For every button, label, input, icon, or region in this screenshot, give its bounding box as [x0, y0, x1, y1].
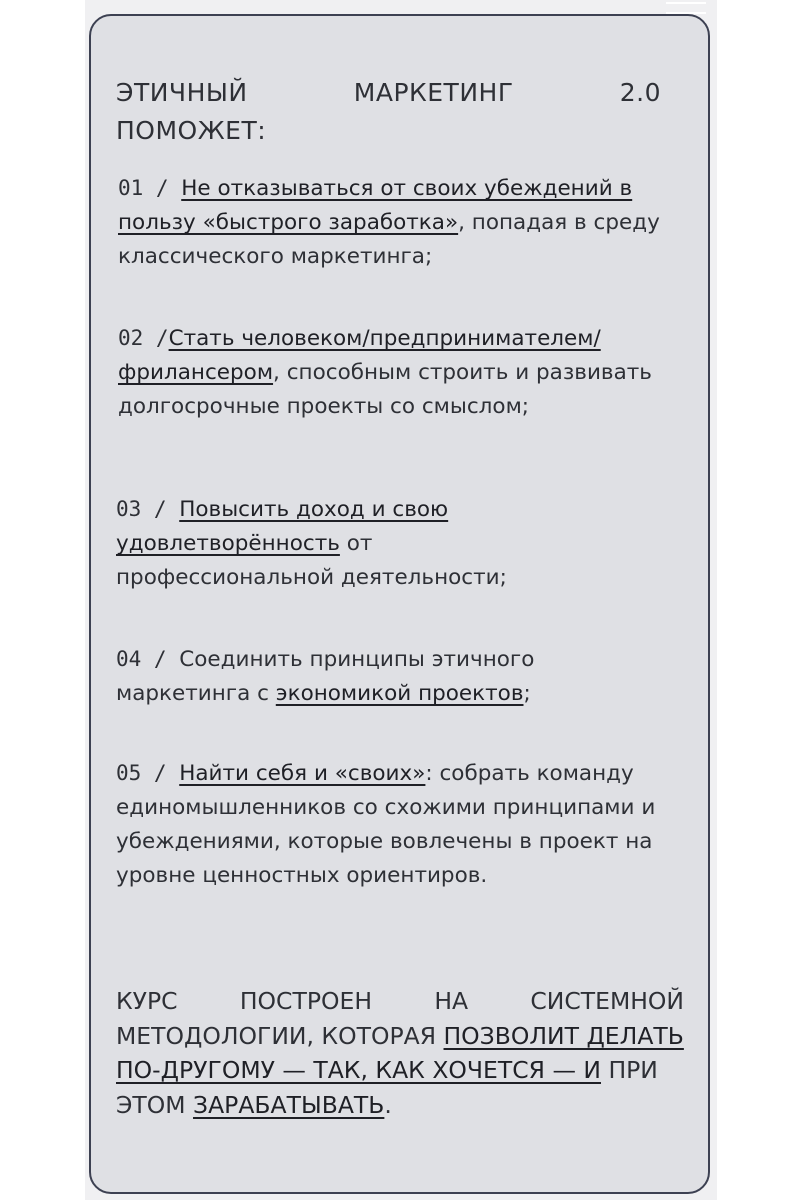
summary-text-end: .: [384, 1090, 392, 1119]
summary-word: ПОСТРОЕН: [239, 987, 373, 1015]
item-number: 03 /: [116, 497, 180, 521]
list-item-04: [116, 642, 596, 711]
item-text: : собрать команду единомышленников со схожими принципами и убеждениями, которые вовлечены в проект на уровне ценностных ориентиров.: [116, 761, 656, 888]
item-number: 04 /: [116, 647, 180, 671]
summary-word: НА: [434, 987, 469, 1015]
summary-line-4: [116, 1088, 684, 1123]
item-number: 01 /: [118, 176, 182, 200]
title-word-2: МАРКЕТИНГ: [353, 78, 514, 107]
page-title: [116, 74, 661, 150]
list-item-01: [118, 171, 663, 274]
item-link[interactable]: Стать человеком/предпринимателем/ фрилансером: [118, 326, 601, 385]
course-summary: [116, 984, 684, 1122]
summary-text: ПРИ: [601, 1056, 658, 1084]
list-item-02: [118, 321, 666, 424]
summary-text: ЭТОМ: [116, 1090, 194, 1119]
list-item-03: [116, 492, 586, 595]
item-text: Соединить принципы этичного маркетинга с: [116, 647, 535, 706]
item-number: 02 /: [118, 326, 169, 350]
summary-line-1: [116, 984, 684, 1019]
item-link[interactable]: экономикой проектов: [275, 681, 524, 706]
item-text-end: ;: [523, 681, 531, 706]
summary-word: КУРС: [116, 987, 178, 1015]
title-line-2: ПОМОЖЕТ:: [116, 116, 267, 145]
item-text: , способным строить и развивать долгосрочные проекты со смыслом;: [118, 360, 652, 419]
content-card: [89, 14, 710, 1194]
title-word-1: ЭТИЧНЫЙ: [116, 78, 248, 107]
summary-word: СИСТЕМНОЙ: [530, 987, 684, 1015]
item-link[interactable]: Не отказываться от своих убеждений в пользу «быстрого заработка»: [118, 176, 633, 235]
list-item-05: [116, 756, 676, 893]
item-text: , попадая в среду классического маркетинга;: [118, 210, 660, 269]
item-number: 05 /: [116, 761, 180, 785]
summary-link[interactable]: ПОЗВОЛИТ ДЕЛАТЬ: [443, 1021, 684, 1050]
summary-link[interactable]: ЗАРАБАТЫВАТЬ: [193, 1090, 385, 1119]
item-link[interactable]: Повысить доход и свою удовлетворённость: [116, 497, 449, 556]
summary-text: МЕТОДОЛОГИИ, КОТОРАЯ: [116, 1021, 444, 1050]
item-link[interactable]: Найти себя и «своих»: [179, 761, 426, 786]
item-text: от профессиональной деятельности;: [116, 531, 507, 590]
summary-line-2: [116, 1019, 684, 1054]
summary-link[interactable]: ПО-ДРУГОМУ — ТАК, КАК ХОЧЕТСЯ — И: [116, 1056, 601, 1084]
summary-line-3: [116, 1053, 684, 1088]
title-word-3: 2.0: [619, 78, 661, 107]
